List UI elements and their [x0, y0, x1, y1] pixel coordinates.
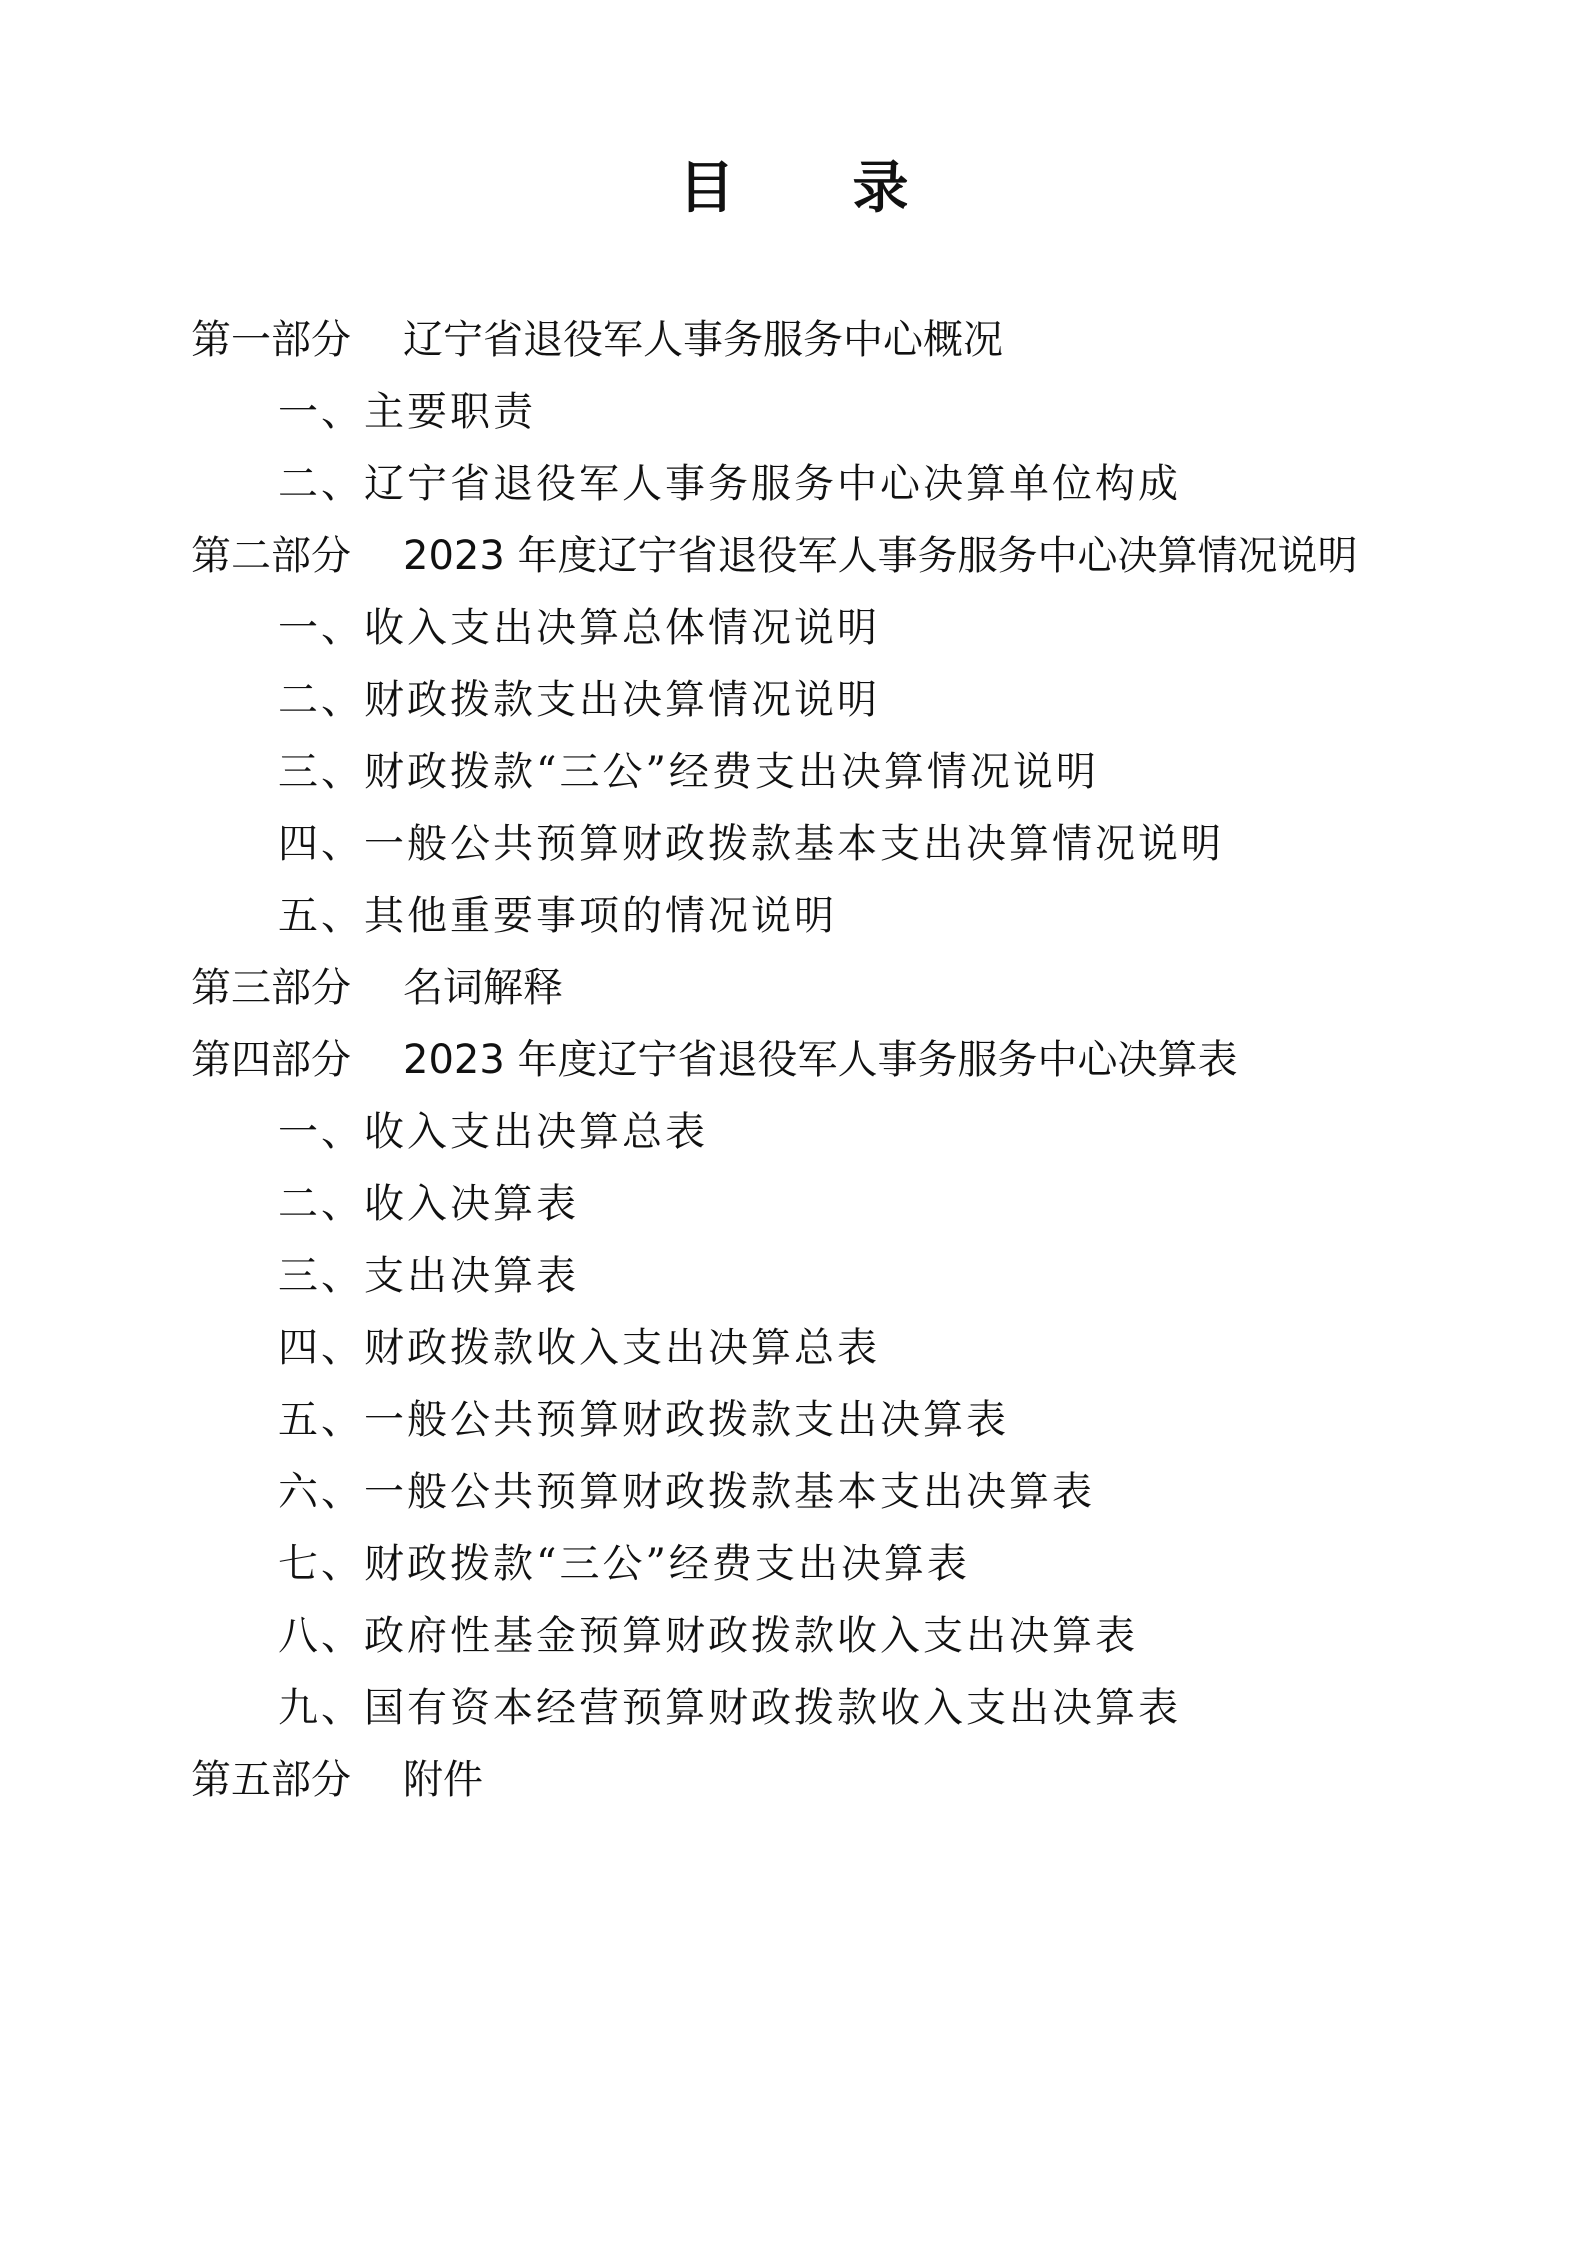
toc-part-3[interactable]	[191, 952, 563, 1024]
toc-part-5[interactable]	[191, 1744, 483, 1816]
toc-part-number: 第二部分	[191, 533, 351, 579]
toc-part-number: 第三部分	[191, 965, 351, 1011]
toc-item[interactable]: 二、财政拨款支出决算情况说明	[278, 677, 880, 723]
toc-item[interactable]: 三、财政拨款“三公”经费支出决算情况说明	[278, 749, 1099, 795]
toc-part-title: 名词解释	[403, 965, 563, 1011]
toc-item[interactable]: 二、收入决算表	[278, 1181, 579, 1227]
toc-part-2[interactable]	[191, 520, 1358, 592]
toc-part-number: 第一部分	[191, 317, 351, 363]
toc-item[interactable]: 二、辽宁省退役军人事务服务中心决算单位构成	[278, 461, 1181, 507]
toc-item[interactable]: 一、收入支出决算总表	[278, 1109, 708, 1155]
toc-part-title: 辽宁省退役军人事务服务中心概况	[403, 317, 1003, 363]
page-title: 目录	[678, 155, 1027, 221]
toc-part-title: 2023 年度辽宁省退役军人事务服务中心决算表	[403, 1037, 1238, 1083]
toc-part-1[interactable]	[191, 304, 1003, 376]
toc-part-number: 第五部分	[191, 1757, 351, 1803]
toc-item[interactable]: 九、国有资本经营预算财政拨款收入支出决算表	[278, 1685, 1181, 1731]
toc-item[interactable]: 七、财政拨款“三公”经费支出决算表	[278, 1541, 970, 1587]
toc-part-title: 附件	[403, 1757, 483, 1803]
toc-item[interactable]: 五、其他重要事项的情况说明	[278, 893, 837, 939]
toc-part-title: 2023 年度辽宁省退役军人事务服务中心决算情况说明	[403, 533, 1358, 579]
toc-item[interactable]: 五、一般公共预算财政拨款支出决算表	[278, 1397, 1009, 1443]
toc-item[interactable]: 八、政府性基金预算财政拨款收入支出决算表	[278, 1613, 1138, 1659]
toc-item[interactable]: 一、主要职责	[278, 389, 536, 435]
toc-item[interactable]: 六、一般公共预算财政拨款基本支出决算表	[278, 1469, 1095, 1515]
toc-part-4[interactable]	[191, 1024, 1238, 1096]
toc-item[interactable]: 三、支出决算表	[278, 1253, 579, 1299]
toc-item[interactable]: 四、一般公共预算财政拨款基本支出决算情况说明	[278, 821, 1224, 867]
toc-item[interactable]: 四、财政拨款收入支出决算总表	[278, 1325, 880, 1371]
toc-item[interactable]: 一、收入支出决算总体情况说明	[278, 605, 880, 651]
toc-part-number: 第四部分	[191, 1037, 351, 1083]
